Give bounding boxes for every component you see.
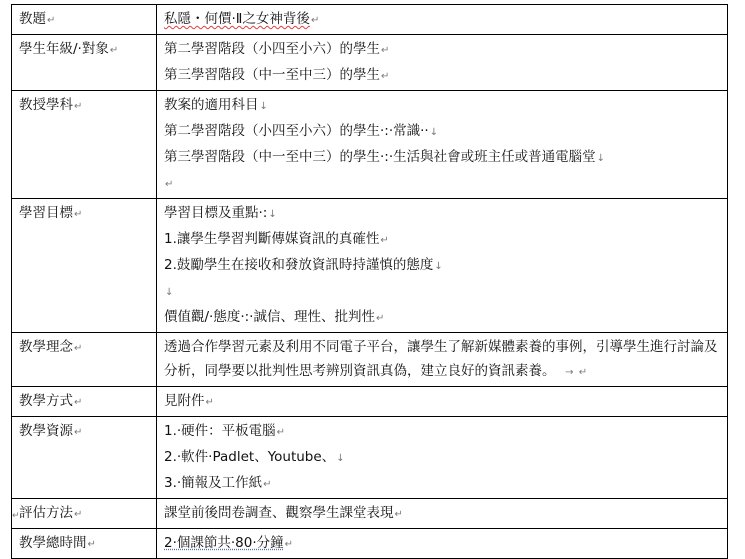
row-label: 教題 (19, 11, 46, 27)
content-text: 學習目標及重點‧: (164, 205, 268, 221)
row-label-cell (12, 529, 157, 559)
table-row (12, 199, 728, 333)
table-row (12, 417, 728, 499)
table-row (12, 387, 728, 417)
row-content-cell (157, 91, 728, 199)
content-text: 2.‧軟件‧Padlet、Youtube、 (164, 449, 336, 465)
table-row (12, 333, 728, 387)
cell-end-mark: ↵ (205, 397, 214, 408)
content-line (164, 279, 721, 305)
row-content-cell (157, 199, 728, 333)
row-label-cell (12, 387, 157, 417)
row-label: 教學理念 (19, 339, 73, 355)
content-line (164, 531, 721, 557)
content-line (164, 119, 721, 145)
row-content-cell (157, 417, 728, 499)
row-label-cell (12, 499, 157, 529)
row-label: 教授學科 (19, 97, 73, 113)
row-label-cell (12, 35, 157, 91)
row-label: 教學資源 (19, 423, 73, 439)
row-label: 評估方法 (19, 505, 73, 521)
cell-end-mark: ↵ (381, 71, 390, 82)
content-line (164, 419, 721, 445)
paragraph-mark: ↵ (381, 45, 390, 56)
content-line (164, 7, 721, 33)
content-text: 見附件 (164, 393, 205, 409)
table-row (12, 91, 728, 199)
content-line (164, 305, 721, 331)
row-label-cell (12, 91, 157, 199)
content-line (164, 93, 721, 119)
row-label-cell (12, 417, 157, 499)
content-text: 私隱・何價‧Ⅱ之女神背後 (164, 11, 310, 27)
content-line (164, 63, 721, 89)
row-content-cell (157, 387, 728, 417)
cell-end-mark: ↵ (109, 45, 119, 56)
paragraph-mark: ↵ (380, 235, 389, 246)
content-line (164, 37, 721, 63)
line-break-mark: ↓ (259, 101, 268, 112)
row-content-cell (157, 529, 728, 559)
cell-end-mark: ↵ (74, 427, 83, 438)
line-break-mark: ↓ (165, 287, 174, 298)
line-break-mark: ↓ (596, 153, 606, 164)
content-text: 價值觀/‧態度‧:‧誠信、理性、批判性 (164, 309, 375, 325)
content-text: 第三學習階段（中一至中三）的學生‧:‧生活與社會或班主任或普通電腦堂 (164, 149, 596, 165)
row-label: 學習目標 (19, 205, 73, 221)
table-row (12, 5, 728, 35)
content-text: 透過合作學習元素及利用不同電子平台，讓學生了解新媒體素養的事例，引導學生進行討論及分析，同學要以批判性思考辨別資訊真偽，建立良好的資訊素養。 (164, 339, 718, 379)
content-text: 第二學習階段（小四至小六）的學生‧:‧常識‧‧ (164, 123, 429, 139)
table-row (12, 35, 728, 91)
content-line (164, 471, 721, 497)
cell-end-mark: ↵ (74, 509, 83, 520)
line-break-mark: ↓ (429, 127, 439, 138)
row-content-cell (157, 499, 728, 529)
content-line (164, 501, 721, 527)
table-row (12, 529, 728, 559)
cell-end-mark: ↵ (284, 539, 294, 550)
cell-end-mark: ↵ (74, 209, 83, 220)
content-line (164, 171, 721, 197)
trailing-paragraph-mark: ↵ (12, 511, 20, 521)
content-text: 教案的適用科目 (164, 97, 259, 113)
row-label: 學生年級/‧對象 (19, 41, 109, 57)
content-line (164, 253, 721, 279)
content-line (164, 445, 721, 471)
content-line (164, 227, 721, 253)
line-break-mark: ↓ (336, 453, 345, 464)
cell-end-mark: ↵ (310, 15, 320, 26)
cell-end-mark: ↵ (47, 15, 56, 26)
line-break-mark: ↓ (434, 261, 443, 272)
cell-end-mark: ↵ (375, 313, 385, 324)
cell-end-mark: ↵ (74, 397, 83, 408)
row-content-cell (157, 5, 728, 35)
cell-end-mark: ↵ (165, 179, 174, 190)
table-row (12, 499, 728, 529)
content-text: 1.‧硬件：平板電腦 (164, 423, 276, 439)
row-label: 教學方式 (19, 393, 73, 409)
row-content-cell (157, 35, 728, 91)
content-text: 第二學習階段（小四至小六）的學生 (164, 41, 380, 57)
line-break-mark: ↓ (268, 209, 277, 220)
cell-end-mark: ↵ (263, 479, 272, 490)
content-text: 課堂前後問卷調查、觀察學生課堂表現 (164, 505, 394, 521)
row-label-cell (12, 333, 157, 387)
cell-end-mark: ↵ (578, 367, 588, 378)
content-line (164, 201, 721, 227)
content-text: 1.讓學生學習判斷傳媒資訊的真確性 (164, 231, 380, 247)
content-text: 第三學習階段（中一至中三）的學生 (164, 67, 380, 83)
cell-end-mark: ↵ (74, 101, 83, 112)
cell-end-mark: ↵ (74, 343, 83, 354)
content-line (164, 145, 721, 171)
row-label: 教學總時間 (19, 535, 87, 551)
content-text: 3.‧簡報及工作紙 (164, 475, 263, 491)
cell-end-mark: ↵ (394, 509, 403, 520)
content-line (164, 389, 721, 415)
tab-mark: → (565, 367, 574, 378)
cell-end-mark: ↵ (87, 539, 96, 550)
paragraph-mark: ↵ (276, 427, 286, 438)
lesson-plan-table (11, 4, 728, 559)
content-text: 2‧個課節共‧80‧分鐘 (164, 535, 284, 551)
row-content-cell (157, 333, 728, 387)
content-paragraph (164, 335, 721, 385)
content-text: 2.鼓勵學生在接收和發放資訊時持謹慎的態度 (164, 257, 434, 273)
row-label-cell (12, 199, 157, 333)
row-label-cell (12, 5, 157, 35)
